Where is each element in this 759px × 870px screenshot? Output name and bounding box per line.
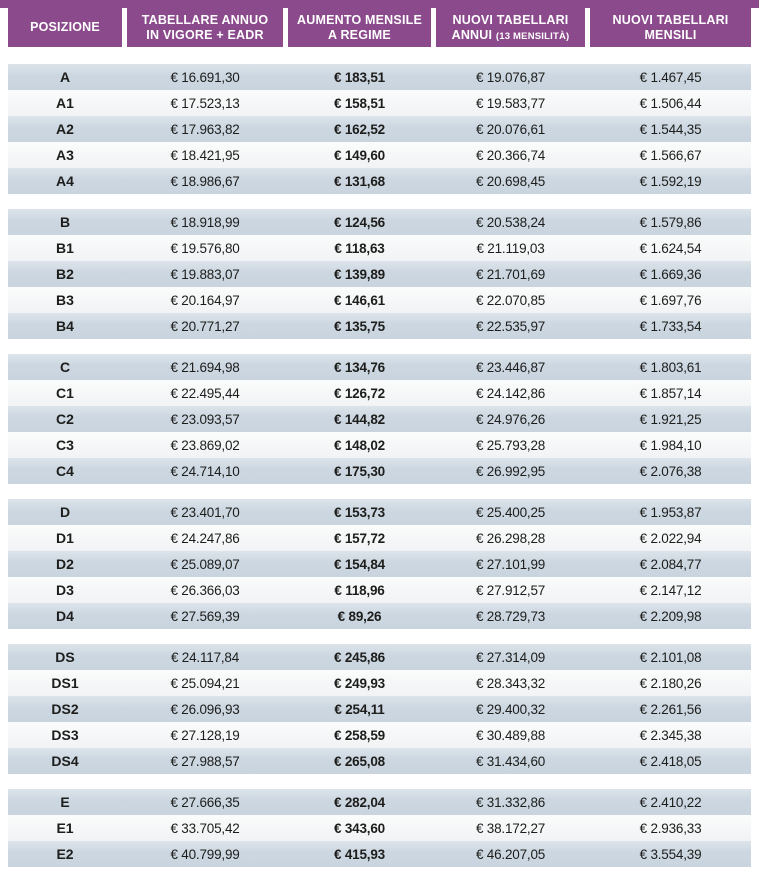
value-cell: € 1.624,54 <box>639 240 702 256</box>
table-row-DS2 <box>8 696 751 722</box>
table-row-A1 <box>8 90 751 116</box>
value-cell: € 24.142,86 <box>475 385 546 401</box>
header-nuovi-tabellari-annui <box>436 8 585 47</box>
table-row-D <box>8 499 751 525</box>
value-cell: € 26.366,03 <box>170 582 240 598</box>
value-cell: € 1.669,36 <box>639 266 702 282</box>
value-cell: € 89,26 <box>337 608 382 624</box>
value-cell: € 27.314,09 <box>475 649 546 665</box>
value-cell: € 20.698,45 <box>475 173 546 189</box>
header-label-line2 <box>452 28 570 43</box>
value-cell: € 26.298,28 <box>475 530 546 546</box>
position-cell: A <box>59 69 71 85</box>
value-cell: € 258,59 <box>334 727 385 743</box>
table-row-B2 <box>8 261 751 287</box>
position-cell: B2 <box>56 266 74 282</box>
value-cell: € 118,96 <box>334 582 385 598</box>
value-cell: € 20.538,24 <box>475 214 546 230</box>
table-row-D3 <box>8 577 751 603</box>
value-cell: € 28.343,32 <box>475 675 546 691</box>
value-cell: € 124,56 <box>334 214 385 230</box>
value-cell: € 17.523,13 <box>170 95 240 111</box>
value-cell: € 162,52 <box>334 121 385 137</box>
value-cell: € 38.172,27 <box>475 820 546 836</box>
value-cell: € 28.729,73 <box>475 608 546 624</box>
value-cell: € 2.261,56 <box>639 701 702 717</box>
value-cell: € 1.579,86 <box>639 214 702 230</box>
position-cell: A4 <box>56 173 74 189</box>
position-cell: DS3 <box>51 727 79 743</box>
table-row-DS3 <box>8 722 751 748</box>
table-header-row <box>0 8 759 47</box>
value-cell: € 21.694,98 <box>170 359 240 375</box>
value-cell: € 23.446,87 <box>475 359 546 375</box>
position-cell: B4 <box>56 318 74 334</box>
value-cell: € 24.117,84 <box>170 649 240 665</box>
value-cell: € 2.022,94 <box>639 530 702 546</box>
value-cell: € 157,72 <box>334 530 385 546</box>
value-cell: € 1.953,87 <box>639 504 702 520</box>
value-cell: € 18.421,95 <box>170 147 240 163</box>
table-row-B3 <box>8 287 751 313</box>
value-cell: € 3.554,39 <box>639 846 702 862</box>
header-label-line1: AUMENTO MENSILE <box>297 12 422 27</box>
position-cell: E <box>60 794 70 810</box>
value-cell: € 26.096,93 <box>170 701 240 717</box>
value-cell: € 2.936,33 <box>639 820 702 836</box>
value-cell: € 24.247,86 <box>170 530 240 546</box>
header-label: POSIZIONE <box>30 20 100 34</box>
value-cell: € 18.918,99 <box>170 214 240 230</box>
table-row-DS1 <box>8 670 751 696</box>
table-row-D1 <box>8 525 751 551</box>
value-cell: € 21.701,69 <box>475 266 546 282</box>
value-cell: € 33.705,42 <box>170 820 240 836</box>
table-row-DS <box>8 644 751 670</box>
position-cell: DS2 <box>51 701 79 717</box>
header-aumento-mensile <box>288 8 431 47</box>
table-row-C4 <box>8 458 751 484</box>
value-cell: € 20.366,74 <box>475 147 546 163</box>
value-cell: € 1.697,76 <box>639 292 702 308</box>
header-nuovi-tabellari-mensili <box>590 8 751 47</box>
table-row-DS4 <box>8 748 751 774</box>
value-cell: € 282,04 <box>334 794 385 810</box>
table-group-DS <box>8 644 751 774</box>
value-cell: € 26.992,95 <box>475 463 546 479</box>
table-row-C1 <box>8 380 751 406</box>
value-cell: € 265,08 <box>334 753 385 769</box>
value-cell: € 25.400,25 <box>475 504 546 520</box>
value-cell: € 1.566,67 <box>639 147 702 163</box>
value-cell: € 1.733,54 <box>639 318 702 334</box>
value-cell: € 1.506,44 <box>639 95 702 111</box>
value-cell: € 25.094,21 <box>170 675 240 691</box>
value-cell: € 2.180,26 <box>639 675 702 691</box>
position-cell: C4 <box>56 463 74 479</box>
value-cell: € 31.434,60 <box>475 753 546 769</box>
value-cell: € 158,51 <box>334 95 385 111</box>
table-row-B1 <box>8 235 751 261</box>
value-cell: € 31.332,86 <box>475 794 546 810</box>
table-row-D2 <box>8 551 751 577</box>
value-cell: € 2.345,38 <box>639 727 702 743</box>
table-row-E1 <box>8 815 751 841</box>
position-cell: D2 <box>56 556 74 572</box>
value-cell: € 25.089,07 <box>170 556 240 572</box>
value-cell: € 148,02 <box>334 437 385 453</box>
value-cell: € 18.986,67 <box>170 173 240 189</box>
position-cell: D3 <box>56 582 74 598</box>
value-cell: € 23.093,57 <box>170 411 240 427</box>
position-cell: C3 <box>56 437 74 453</box>
table-row-C2 <box>8 406 751 432</box>
position-cell: D1 <box>56 530 74 546</box>
position-cell: A3 <box>56 147 74 163</box>
value-cell: € 2.084,77 <box>639 556 702 572</box>
header-label-line1: NUOVI TABELLARI <box>452 12 569 27</box>
value-cell: € 249,93 <box>334 675 385 691</box>
value-cell: € 1.857,14 <box>639 385 702 401</box>
value-cell: € 1.467,45 <box>639 69 702 85</box>
table-group-D <box>8 499 751 629</box>
table-row-A2 <box>8 116 751 142</box>
table-row-A <box>8 64 751 90</box>
value-cell: € 146,61 <box>334 292 385 308</box>
value-cell: € 27.912,57 <box>475 582 546 598</box>
value-cell: € 118,63 <box>334 240 385 256</box>
value-cell: € 17.963,82 <box>170 121 240 137</box>
table-row-E2 <box>8 841 751 867</box>
header-label-line2: IN VIGORE + EADR <box>146 27 264 42</box>
value-cell: € 183,51 <box>334 69 385 85</box>
value-cell: € 20.076,61 <box>475 121 546 137</box>
position-cell: C1 <box>56 385 74 401</box>
position-cell: B1 <box>56 240 74 256</box>
table-body <box>0 64 759 867</box>
value-cell: € 30.489,88 <box>475 727 546 743</box>
value-cell: € 1.544,35 <box>639 121 702 137</box>
value-cell: € 27.128,19 <box>170 727 240 743</box>
value-cell: € 22.535,97 <box>475 318 546 334</box>
value-cell: € 16.691,30 <box>170 69 240 85</box>
table-group-A <box>8 64 751 194</box>
position-cell: DS4 <box>51 753 79 769</box>
position-cell: A1 <box>56 95 74 111</box>
position-cell: D4 <box>56 608 74 624</box>
value-cell: € 27.988,57 <box>170 753 240 769</box>
value-cell: € 24.714,10 <box>170 463 240 479</box>
value-cell: € 415,93 <box>334 846 385 862</box>
value-cell: € 20.164,97 <box>170 292 240 308</box>
value-cell: € 21.119,03 <box>476 240 545 256</box>
table-row-E <box>8 789 751 815</box>
value-cell: € 2.076,38 <box>639 463 702 479</box>
value-cell: € 46.207,05 <box>475 846 546 862</box>
table-row-B <box>8 209 751 235</box>
header-label-line2-small: (13 MENSILITÀ) <box>495 30 570 42</box>
value-cell: € 134,76 <box>334 359 385 375</box>
table-row-A3 <box>8 142 751 168</box>
value-cell: € 27.569,39 <box>170 608 240 624</box>
value-cell: € 139,89 <box>334 266 385 282</box>
position-cell: E1 <box>56 820 74 836</box>
value-cell: € 22.070,85 <box>475 292 546 308</box>
value-cell: € 149,60 <box>334 147 385 163</box>
table-row-A4 <box>8 168 751 194</box>
header-posizione <box>8 8 122 47</box>
value-cell: € 126,72 <box>334 385 385 401</box>
value-cell: € 144,82 <box>334 411 385 427</box>
header-label-line1: TABELLARE ANNUO <box>141 12 269 27</box>
value-cell: € 131,68 <box>334 173 385 189</box>
header-label-line2: A REGIME <box>328 27 391 42</box>
header-label-line2-main: ANNUI <box>451 27 493 42</box>
value-cell: € 1.984,10 <box>639 437 702 453</box>
value-cell: € 40.799,99 <box>170 846 240 862</box>
value-cell: € 22.495,44 <box>170 385 240 401</box>
value-cell: € 1.803,61 <box>639 359 702 375</box>
value-cell: € 23.869,02 <box>170 437 240 453</box>
value-cell: € 27.101,99 <box>475 556 546 572</box>
position-cell: E2 <box>56 846 74 862</box>
position-cell: C <box>59 359 71 375</box>
table-row-D4 <box>8 603 751 629</box>
value-cell: € 29.400,32 <box>475 701 546 717</box>
position-cell: DS <box>55 649 75 665</box>
value-cell: € 2.147,12 <box>639 582 702 598</box>
value-cell: € 254,11 <box>334 701 385 717</box>
header-label-line1: NUOVI TABELLARI <box>612 12 729 27</box>
value-cell: € 19.883,07 <box>170 266 240 282</box>
position-cell: DS1 <box>51 675 79 691</box>
value-cell: € 154,84 <box>334 556 385 572</box>
value-cell: € 19.076,87 <box>475 69 546 85</box>
value-cell: € 175,30 <box>334 463 385 479</box>
position-cell: B <box>59 214 71 230</box>
position-cell: B3 <box>56 292 74 308</box>
top-border-strip <box>0 0 759 8</box>
position-cell: D <box>59 504 71 520</box>
value-cell: € 343,60 <box>334 820 385 836</box>
value-cell: € 1.921,25 <box>639 411 702 427</box>
value-cell: € 2.418,05 <box>639 753 702 769</box>
value-cell: € 20.771,27 <box>170 318 240 334</box>
table-group-E <box>8 789 751 867</box>
value-cell: € 1.592,19 <box>639 173 702 189</box>
position-cell: C2 <box>56 411 74 427</box>
table-group-C <box>8 354 751 484</box>
value-cell: € 2.410,22 <box>639 794 702 810</box>
position-cell: A2 <box>56 121 74 137</box>
value-cell: € 245,86 <box>334 649 385 665</box>
value-cell: € 153,73 <box>334 504 385 520</box>
table-row-C <box>8 354 751 380</box>
value-cell: € 25.793,28 <box>475 437 546 453</box>
value-cell: € 19.583,77 <box>475 95 546 111</box>
value-cell: € 27.666,35 <box>170 794 240 810</box>
value-cell: € 19.576,80 <box>170 240 240 256</box>
table-group-B <box>8 209 751 339</box>
value-cell: € 24.976,26 <box>475 411 546 427</box>
value-cell: € 2.209,98 <box>639 608 702 624</box>
table-row-B4 <box>8 313 751 339</box>
value-cell: € 2.101,08 <box>639 649 702 665</box>
value-cell: € 23.401,70 <box>170 504 240 520</box>
header-label-line2: MENSILI <box>644 27 697 42</box>
value-cell: € 135,75 <box>334 318 385 334</box>
table-row-C3 <box>8 432 751 458</box>
header-tabellare-annuo <box>127 8 283 47</box>
